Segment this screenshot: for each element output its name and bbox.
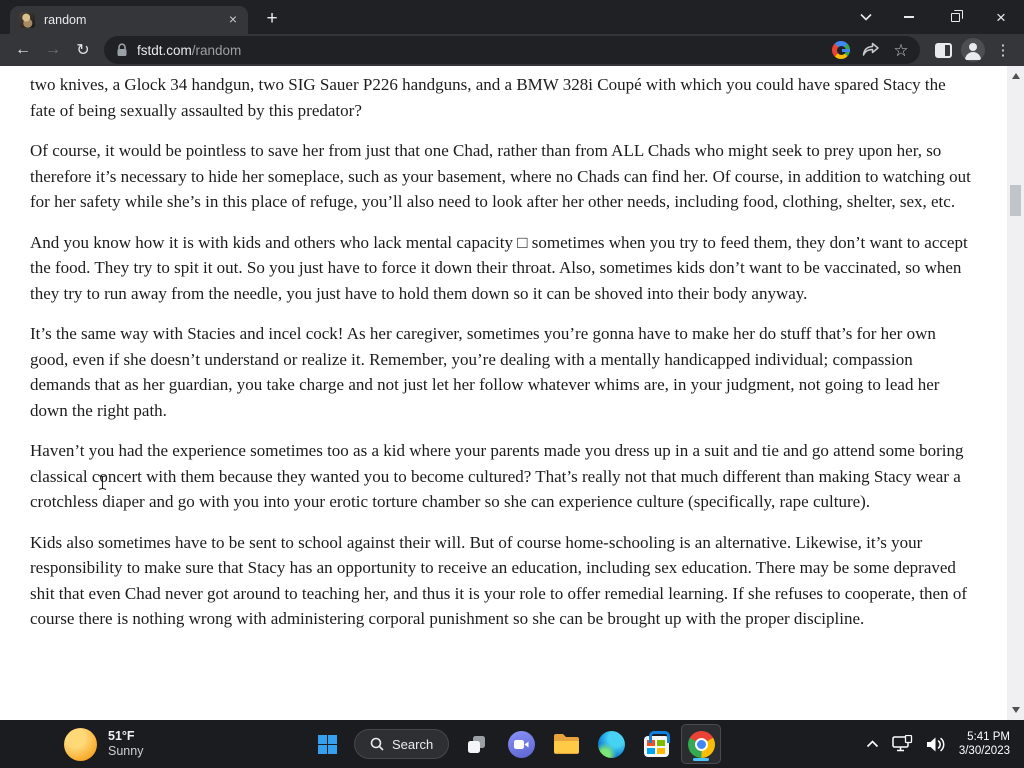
reload-button[interactable]: ↻ — [76, 42, 90, 59]
scroll-down-arrow[interactable] — [1007, 702, 1024, 718]
start-button[interactable] — [307, 724, 347, 764]
teams-chat-icon — [508, 731, 535, 758]
taskbar — [0, 720, 1024, 768]
chrome-button[interactable] — [681, 724, 721, 764]
text-cursor — [97, 474, 108, 491]
sunny-weather-icon — [64, 728, 97, 761]
weather-temperature: 51°F — [108, 729, 135, 743]
minimize-icon — [904, 16, 914, 18]
scroll-up-arrow[interactable] — [1007, 68, 1024, 84]
file-explorer-icon — [553, 733, 580, 755]
restore-icon — [951, 13, 960, 22]
teams-chat-button[interactable] — [501, 724, 541, 764]
tab-close-icon[interactable]: × — [228, 11, 238, 27]
close-icon: × — [996, 7, 1006, 27]
toolbar-right — [928, 36, 1018, 64]
lock-icon[interactable] — [116, 43, 128, 57]
paragraph: Kids also sometimes have to be sent to school against their will. But of course home-schooling is an alternative. Likewise, it’s your responsibility to make sure that Stacy has an opportunity to receive an education, including sex education. There may be some depraved shit that even Chad never got around to teaching her, and thus it is your role to offer remedial learning. If she refuses to cooperate, then of course there is nothing wrong with administering corporal punishment so she can be brought up with the proper discipline. — [30, 532, 968, 628]
browser-tab[interactable] — [10, 6, 248, 34]
network-icon[interactable] — [892, 735, 913, 753]
paragraph: Of course, it would be pointless to save her from just that one Chad, rather than from ALL Chads who might seek to prey upon her, so therefore it’s necessary to hide her someplace, such as your basement, where no Chads can find her. Of course, in addition to watching out for her safety while she’s in this place of refuge, you’ll also need to look after her other needs, including food, clothing, shelter, sex, etc. — [30, 141, 971, 211]
task-view-icon — [468, 736, 485, 753]
chrome-icon — [688, 731, 715, 758]
tab-favicon — [19, 12, 35, 28]
taskbar-center — [307, 724, 721, 764]
back-button[interactable]: ← — [15, 41, 31, 58]
page-content — [0, 66, 1024, 720]
article-text — [0, 66, 1007, 632]
url-path: /random — [191, 42, 242, 58]
microsoft-store-icon — [644, 736, 669, 757]
paragraph: two knives, a Glock 34 handgun, two SIG Sauer P226 handguns, and a BMW 328i Coupé with which you could have spared Stacy the fate of being sexually assaulted by this predator? — [30, 75, 946, 120]
close-window-button[interactable] — [978, 0, 1024, 34]
minimize-button[interactable] — [886, 0, 932, 34]
tab-strip — [0, 0, 1024, 34]
search-icon — [370, 737, 384, 751]
side-panel-button[interactable] — [928, 36, 958, 64]
forward-button: → — [45, 41, 61, 58]
task-view-button[interactable] — [456, 724, 496, 764]
clock-time: 5:41 PM — [967, 730, 1010, 743]
file-explorer-button[interactable] — [546, 724, 586, 764]
windows-logo-icon — [318, 735, 337, 754]
browser-menu-button[interactable] — [988, 36, 1018, 64]
paragraph: It’s the same way with Stacies and incel cock! As her caregiver, sometimes you’re gonna have to make her do stuff that’s for her own good, even if she doesn’t understand or realize it. Remember, you’re dealing with a mentally handicapped individual; compassion demands that as her guardian, you take charge and not just let her follow whatever whims are, in your judgment, not going to lead her down the right path. — [30, 324, 940, 420]
active-app-indicator — [693, 758, 709, 761]
new-tab-button[interactable]: + — [266, 8, 278, 29]
tab-title: random — [44, 13, 87, 27]
side-panel-icon — [935, 43, 952, 58]
system-tray — [866, 720, 1010, 768]
microsoft-store-button[interactable] — [636, 724, 676, 764]
restore-button[interactable] — [932, 0, 978, 34]
google-icon[interactable] — [828, 37, 854, 63]
share-icon[interactable] — [858, 37, 884, 63]
url-host: fstdt.com — [137, 42, 192, 58]
avatar — [961, 38, 985, 62]
tab-search-chevron-icon[interactable] — [846, 0, 886, 34]
tray-chevron-up-icon[interactable] — [866, 740, 879, 748]
volume-icon[interactable] — [926, 736, 946, 753]
window-controls — [846, 0, 1024, 34]
paragraph: Haven’t you had the experience sometimes too as a kid where your parents made you dress up in a suit and tie and go attend some boring classical concert with them because they wanted you to become cultured? That’s really not that much different than making Stacy wear a crotchless diaper and go with you into your erotic torture chamber so she can experience culture (specifically, rape culture). — [30, 441, 964, 511]
three-dots-icon: ⋮ — [995, 42, 1011, 59]
browser-toolbar — [0, 34, 1024, 66]
weather-widget[interactable] — [64, 726, 143, 762]
search-label: Search — [392, 736, 434, 752]
weather-condition: Sunny — [108, 744, 144, 758]
scrollbar-thumb[interactable] — [1010, 185, 1021, 216]
paragraph: And you know how it is with kids and others who lack mental capacity □ sometimes when you try to feed them, they don’t want to accept the food. They try to spit it out. So you just have to force it down their throat. Also, sometimes kids don’t want to be vaccinated, so when they try to run away from the needle, you just have to hold them down so it can be shoved into their body anyway. — [30, 232, 968, 303]
address-bar[interactable] — [104, 36, 920, 64]
taskbar-search[interactable] — [354, 729, 449, 759]
clock-date: 3/30/2023 — [958, 745, 1010, 757]
edge-icon — [598, 731, 625, 758]
profile-button[interactable] — [958, 36, 988, 64]
taskbar-clock[interactable] — [959, 730, 1010, 759]
scrollbar[interactable] — [1007, 66, 1024, 720]
edge-button[interactable] — [591, 724, 631, 764]
bookmark-star-icon[interactable]: ☆ — [893, 40, 909, 60]
